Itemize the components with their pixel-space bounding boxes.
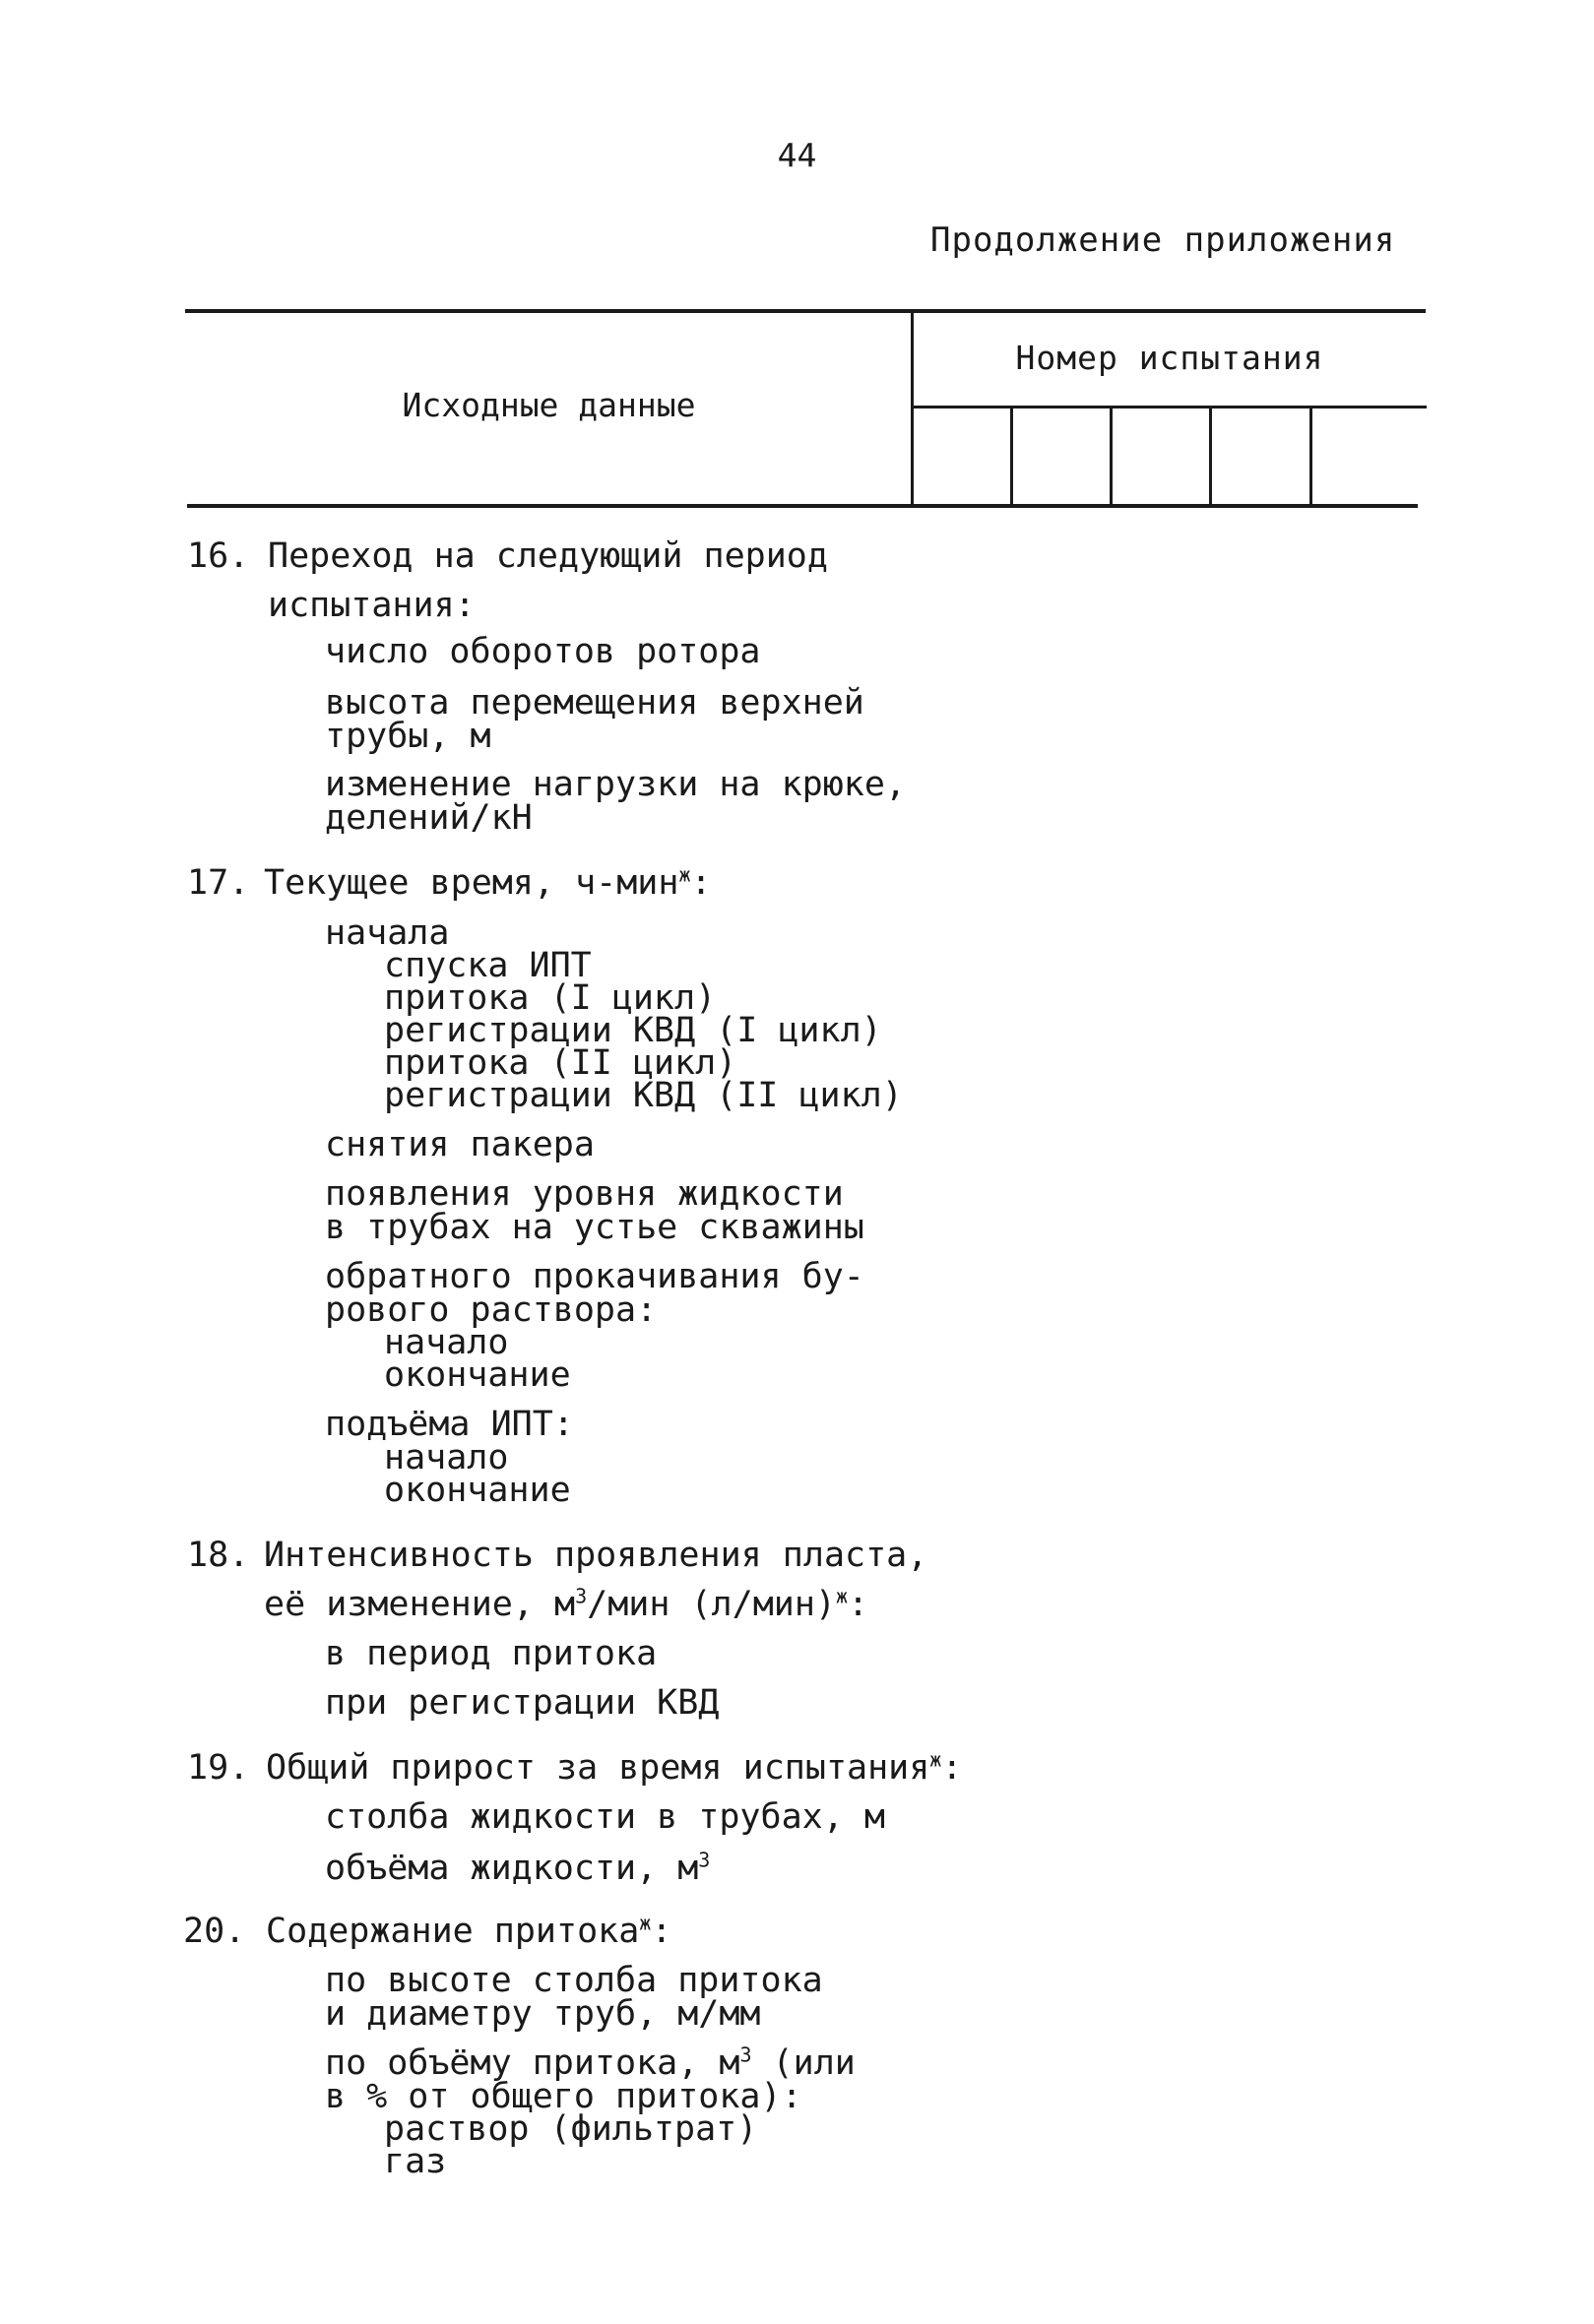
sub-item: появления уровня жидкости: [325, 1174, 844, 1214]
sub-sub-item: окончание: [384, 1471, 571, 1510]
sub-sub-item: притока (I цикл): [384, 978, 717, 1018]
sub-item: изменение нагрузки на крюке,: [325, 765, 907, 804]
sub-sub-item: раствор (фильтрат): [384, 2109, 758, 2149]
sub-item-cont: и диаметру труб, м/мм: [325, 1994, 761, 2034]
sub-item: подъёма ИПТ:: [325, 1405, 574, 1444]
sub-sub-item: регистрации КВД (I цикл): [384, 1011, 882, 1050]
sub-sub-item: притока (II цикл): [384, 1043, 737, 1083]
item-number: 17.: [187, 863, 250, 903]
continuation-title: Продолжение приложения: [930, 220, 1396, 260]
item-title: Содержание притока$^ж$:: [266, 1911, 672, 1951]
item-number: 16.: [187, 536, 250, 576]
sub-item-cont: в трубах на устье скважины: [325, 1208, 864, 1247]
header-bottom-rule: [187, 504, 1418, 508]
test-column-divider: [1309, 406, 1312, 506]
sub-item: столба жидкости в трубах, м: [325, 1797, 885, 1837]
footnote-mark: ж: [836, 1584, 849, 1608]
item-title: Интенсивность проявления пласта,: [264, 1536, 928, 1575]
column-header-test-number: Номер испытания: [1015, 339, 1324, 377]
sub-item: в период притока: [325, 1634, 658, 1673]
sub-item-cont: в % от общего притока):: [325, 2077, 802, 2116]
sub-item: обратного прокачивания бу-: [325, 1257, 864, 1296]
sub-item: снятия пакера: [325, 1125, 595, 1164]
item-title: Переход на следующий период: [268, 536, 828, 576]
item-number: 20.: [183, 1912, 246, 1951]
item-title-cont: её изменение, $м^3$/мин $(л/мин)^ж$:: [264, 1584, 869, 1624]
test-column-divider: [1110, 406, 1113, 506]
item-number: 18.: [187, 1536, 250, 1575]
sub-item: объёма жидкости, $м^3$: [325, 1848, 711, 1888]
footnote-mark: ж: [639, 1911, 652, 1935]
item-number: 19.: [187, 1748, 250, 1788]
sub-item-cont: делений/кН: [325, 798, 533, 838]
header-top-rule: [185, 309, 1426, 313]
sub-sub-item: газ: [384, 2142, 447, 2181]
header-middle-rule: [913, 406, 1427, 408]
item-title-cont: испытания:: [268, 586, 476, 625]
column-header-source-data: Исходные данные: [402, 386, 696, 424]
sub-item: по высоте столба притока: [325, 1961, 823, 2000]
sub-item: начала: [325, 913, 450, 953]
item-title: Общий прирост за время испытания$^ж$:: [266, 1747, 963, 1788]
sub-sub-item: спуска ИПТ: [384, 946, 592, 985]
test-column-divider: [1209, 406, 1212, 506]
test-column-divider: [1010, 406, 1013, 506]
page-number: 44: [777, 136, 817, 174]
sub-item-cont: рового раствора:: [325, 1290, 658, 1330]
footnote-mark: ж: [678, 862, 691, 887]
sub-item: число оборотов ротора: [325, 632, 761, 671]
sub-sub-item: начало: [384, 1438, 509, 1477]
sub-item: по объёму притока, $м^3$ (или: [325, 2042, 856, 2083]
sub-sub-item: начало: [384, 1323, 509, 1362]
sub-sub-item: окончание: [384, 1355, 571, 1395]
sub-item-cont: трубы, м: [325, 717, 491, 756]
item-title: Текущее время, ч-мин$^ж$:: [264, 862, 712, 903]
sub-item: высота перемещения верхней: [325, 683, 864, 722]
footnote-mark: ж: [929, 1747, 942, 1772]
sub-sub-item: регистрации КВД (II цикл): [384, 1076, 903, 1115]
sub-item: при регистрации КВД: [325, 1683, 720, 1723]
